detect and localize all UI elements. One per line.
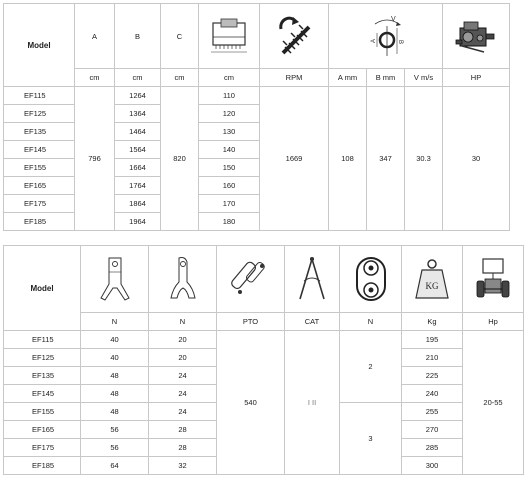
model-name: EF125 [4,105,75,123]
model-name: EF135 [4,367,81,385]
n1-value: 48 [81,367,149,385]
gearbox-icon [452,16,500,56]
unit-b-mm: B mm [367,69,405,87]
b-value: 1664 [115,159,161,177]
rotor-shaft-icon [271,13,317,59]
kg-value: 240 [402,385,463,403]
d-value: 120 [199,105,260,123]
b-value: 1864 [115,195,161,213]
b-mm-value: 347 [367,87,405,231]
gearbox-cell [443,4,510,69]
hp-value: 20-55 [463,331,524,475]
weight-icon [412,256,452,302]
header-row [4,4,510,69]
unit-b: cm [115,69,161,87]
unit-kg: Kg [402,313,463,331]
col-c-header: C [161,4,199,69]
b-value: 1364 [115,105,161,123]
belts-value: 2 [340,331,402,403]
unit-a-mm: A mm [329,69,367,87]
table-row [4,87,510,105]
unit-hp: HP [443,69,510,87]
model-name: EF165 [4,177,75,195]
hammer-diagram-cell [329,4,443,69]
model-name: EF145 [4,385,81,403]
model-name: EF185 [4,457,81,475]
unit-hp: Hp [463,313,524,331]
unit-pto: PTO [217,313,285,331]
hp-value: 30 [443,87,510,231]
unit-rpm: RPM [260,69,329,87]
kg-value: 225 [402,367,463,385]
model-name: EF115 [4,87,75,105]
model-name: EF165 [4,421,81,439]
n2-value: 24 [149,385,217,403]
components-table [3,245,524,475]
weight-label: KG [425,281,439,291]
a-value: 796 [75,87,115,231]
b-value: 1764 [115,177,161,195]
model-name: EF145 [4,141,75,159]
dimension-diagram-cell [199,4,260,69]
unit-d: cm [199,69,260,87]
n1-value: 48 [81,403,149,421]
unit-row [4,313,524,331]
dimensions-table [3,3,510,231]
c-value: 820 [161,87,199,231]
a-mm-value: 108 [329,87,367,231]
rpm-value: 1669 [260,87,329,231]
b-value: 1564 [115,141,161,159]
y-blade-cell [149,246,217,313]
kg-value: 210 [402,349,463,367]
n2-value: 20 [149,349,217,367]
d-value: 130 [199,123,260,141]
d-value: 180 [199,213,260,231]
dimension-diagram-icon [207,17,251,55]
kg-value: 255 [402,403,463,421]
n2-value: 28 [149,439,217,457]
three-point-hitch-icon [292,255,332,303]
v-value: 30.3 [405,87,443,231]
d-value: 160 [199,177,260,195]
b-value: 1964 [115,213,161,231]
hammer-blade-icon [95,254,135,304]
model-name: EF155 [4,159,75,177]
kg-value: 195 [402,331,463,349]
svg-text:V: V [390,16,396,23]
n2-value: 24 [149,367,217,385]
b-value: 1264 [115,87,161,105]
n1-value: 56 [81,439,149,457]
unit-n1: N [81,313,149,331]
n1-value: 40 [81,331,149,349]
belts-value: 3 [340,403,402,475]
n1-value: 56 [81,421,149,439]
kg-value: 300 [402,457,463,475]
belt-cell [340,246,402,313]
n1-value: 40 [81,349,149,367]
unit-a: cm [75,69,115,87]
model-name: EF115 [4,331,81,349]
unit-n2: N [149,313,217,331]
pto-cell [217,246,285,313]
hitch-cell [285,246,340,313]
cat-value: I II [285,331,340,475]
model-name: EF175 [4,439,81,457]
col-a-header: A [75,4,115,69]
header-row [4,246,524,313]
d-value: 170 [199,195,260,213]
b-value: 1464 [115,123,161,141]
n2-value: 24 [149,403,217,421]
unit-n3: N [340,313,402,331]
model-name: EF155 [4,403,81,421]
n2-value: 32 [149,457,217,475]
d-value: 140 [199,141,260,159]
svg-text:A: A [370,38,377,43]
pto-shaft-icon [228,256,274,302]
components-table-panel [3,245,524,475]
model-name: EF175 [4,195,75,213]
pto-value: 540 [217,331,285,475]
svg-text:B: B [396,40,403,45]
n2-value: 20 [149,331,217,349]
model-name: EF185 [4,213,75,231]
unit-v: V m/s [405,69,443,87]
model-header: Model [4,4,75,87]
n2-value: 28 [149,421,217,439]
kg-value: 285 [402,439,463,457]
n1-value: 48 [81,385,149,403]
unit-row [4,69,510,87]
y-blade-icon [163,254,203,304]
model-name: EF135 [4,123,75,141]
tractor-cell [463,246,524,313]
tractor-icon [473,255,513,303]
model-name: EF125 [4,349,81,367]
d-value: 110 [199,87,260,105]
d-value: 150 [199,159,260,177]
table-row [4,331,524,349]
unit-c: cm [161,69,199,87]
dimensions-table-panel [3,3,510,231]
hammer-blade-cell [81,246,149,313]
n1-value: 64 [81,457,149,475]
unit-cat: CAT [285,313,340,331]
col-b-header: B [115,4,161,69]
weight-cell [402,246,463,313]
belt-pulley-icon [351,254,391,304]
rotor-cell [260,4,329,69]
model-header: Model [4,246,81,331]
hammer-diagram-icon [351,12,421,60]
kg-value: 270 [402,421,463,439]
